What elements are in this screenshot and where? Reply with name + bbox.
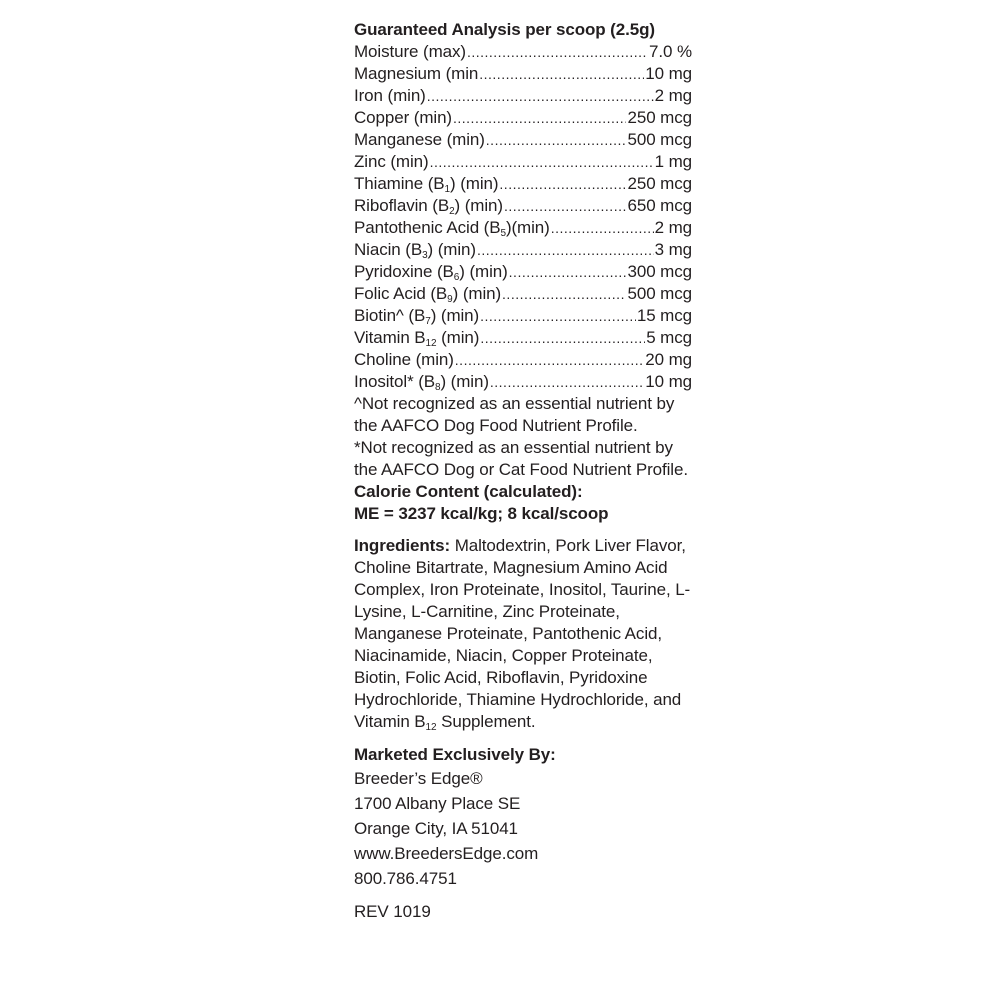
nutrient-name: Biotin^ $(B_7)$ (min) — [354, 306, 480, 327]
nutrient-name: Choline (min) — [354, 350, 454, 369]
nutrient-value: 500 mcg — [627, 284, 692, 303]
nutrient-value: 10 mg — [645, 372, 692, 391]
analysis-row — [354, 283, 692, 305]
calorie-value: ME = 3237 kcal/kg; 8 kcal/scoop — [354, 504, 609, 523]
nutrient-name: Niacin $(B_3)$ (min) — [354, 240, 476, 261]
nutrient-value: 300 mcg — [627, 262, 692, 281]
nutrient-value: 2 mg — [654, 218, 692, 237]
nutrient-value: 15 mcg — [636, 306, 692, 325]
nutrient-value: 650 mcg — [627, 196, 692, 215]
analysis-row — [354, 327, 692, 349]
analysis-row — [354, 63, 692, 85]
leader-dots — [477, 239, 654, 261]
nutrient-name: Riboflavin $(B_2)$ (min) — [354, 196, 503, 217]
nutrient-value: 7.0 % — [649, 42, 692, 61]
analysis-row — [354, 261, 692, 283]
nutrient-value: 250 mcg — [627, 174, 692, 193]
nutrient-name: Pantothenic Acid $(B_5)(\min)$ — [354, 218, 550, 239]
analysis-row — [354, 239, 692, 261]
nutrient-name: Moisture (max) — [354, 42, 466, 61]
nutrient-value: 500 mcg — [627, 130, 692, 149]
analysis-row — [354, 195, 692, 217]
ingredients-paragraph — [354, 535, 692, 733]
leader-dots — [455, 349, 644, 371]
nutrient-value: 20 mg — [645, 350, 692, 369]
nutrient-name: Manganese (min) — [354, 130, 485, 149]
calorie-heading: Calorie Content (calculated): — [354, 482, 583, 501]
leader-dots — [551, 217, 654, 239]
leader-dots — [509, 261, 627, 283]
nutrient-name: Folic Acid $(B_9)$ (min) — [354, 284, 502, 305]
analysis-row — [354, 217, 692, 239]
nutrient-value: 250 mcg — [627, 108, 692, 127]
revision-code: REV 1019 — [354, 902, 431, 921]
nutrient-name: Inositol* $(B_8)$ (min) — [354, 372, 489, 393]
leader-dots — [499, 173, 626, 195]
nutrient-value: 1 mg — [654, 152, 692, 171]
analysis-row — [354, 349, 692, 371]
leader-dots — [480, 327, 645, 349]
marketer-name: Breeder’s Edge® — [354, 769, 483, 788]
analysis-row — [354, 151, 692, 173]
nutrient-name: Thiamine $(B_1)$ (min) — [354, 174, 499, 195]
nutrition-label — [354, 19, 692, 924]
marketer-phone: 800.786.4751 — [354, 869, 457, 888]
leader-dots — [490, 371, 644, 393]
nutrient-name: Iron (min) — [354, 86, 426, 105]
leader-dots — [504, 195, 627, 217]
nutrient-name: Vitamin $B_{12}$ (min) — [354, 328, 480, 349]
marketer-street: 1700 Albany Place SE — [354, 794, 521, 813]
leader-dots — [453, 107, 626, 129]
nutrient-name: Magnesium (min — [354, 64, 479, 83]
nutrient-name: Copper (min) — [354, 108, 452, 127]
marketer-city: Orange City, IA 51041 — [354, 819, 518, 838]
leader-dots — [430, 151, 654, 173]
ingredients-label: Ingredients: — [354, 536, 451, 555]
leader-dots — [467, 41, 648, 63]
leader-dots — [427, 85, 654, 107]
nutrient-value: 2 mg — [654, 86, 692, 105]
analysis-row — [354, 129, 692, 151]
nutrient-name: Zinc (min) — [354, 152, 429, 171]
footnote-star: *Not recognized as an essential nutrient by the AAFCO Dog or Cat Food Nutrient Profile. — [354, 438, 688, 479]
analysis-table — [354, 41, 692, 393]
analysis-row — [354, 85, 692, 107]
leader-dots — [480, 305, 636, 327]
nutrient-value: 5 mcg — [646, 328, 692, 347]
analysis-row — [354, 371, 692, 393]
marketer-heading: Marketed Exclusively By: — [354, 745, 556, 764]
ingredients-tail: Supplement. — [436, 712, 536, 731]
ingredients-subscript: 12 — [425, 722, 437, 733]
leader-dots — [479, 63, 644, 85]
analysis-row — [354, 305, 692, 327]
marketer-website: www.BreedersEdge.com — [354, 844, 539, 863]
analysis-row — [354, 107, 692, 129]
leader-dots — [486, 129, 627, 151]
analysis-heading: Guaranteed Analysis per scoop (2.5g) — [354, 20, 655, 39]
analysis-row — [354, 41, 692, 63]
footnote-caret: ^Not recognized as an essential nutrient by the AAFCO Dog Food Nutrient Profile. — [354, 394, 675, 435]
ingredients-text: Maltodextrin, Pork Liver Flavor, Choline Bitartrate, Magnesium Amino Acid Complex, Iron Proteinate, Inositol, Taurine, L-Lysine, L-Carnitine, Zinc Proteinate, Manganese Proteinate, Pantothenic Acid, Niacinamide, Niacin, Copper Proteinate, Biotin, Folic Acid, Riboflavin, Pyridoxine Hydrochloride, Thiamine Hydrochloride, and Vitamin B — [354, 536, 691, 731]
leader-dots — [502, 283, 626, 305]
nutrient-value: 10 mg — [645, 64, 692, 83]
nutrient-value: 3 mg — [654, 240, 692, 259]
nutrient-name: Pyridoxine $(B_6)$ (min) — [354, 262, 508, 283]
analysis-row — [354, 173, 692, 195]
